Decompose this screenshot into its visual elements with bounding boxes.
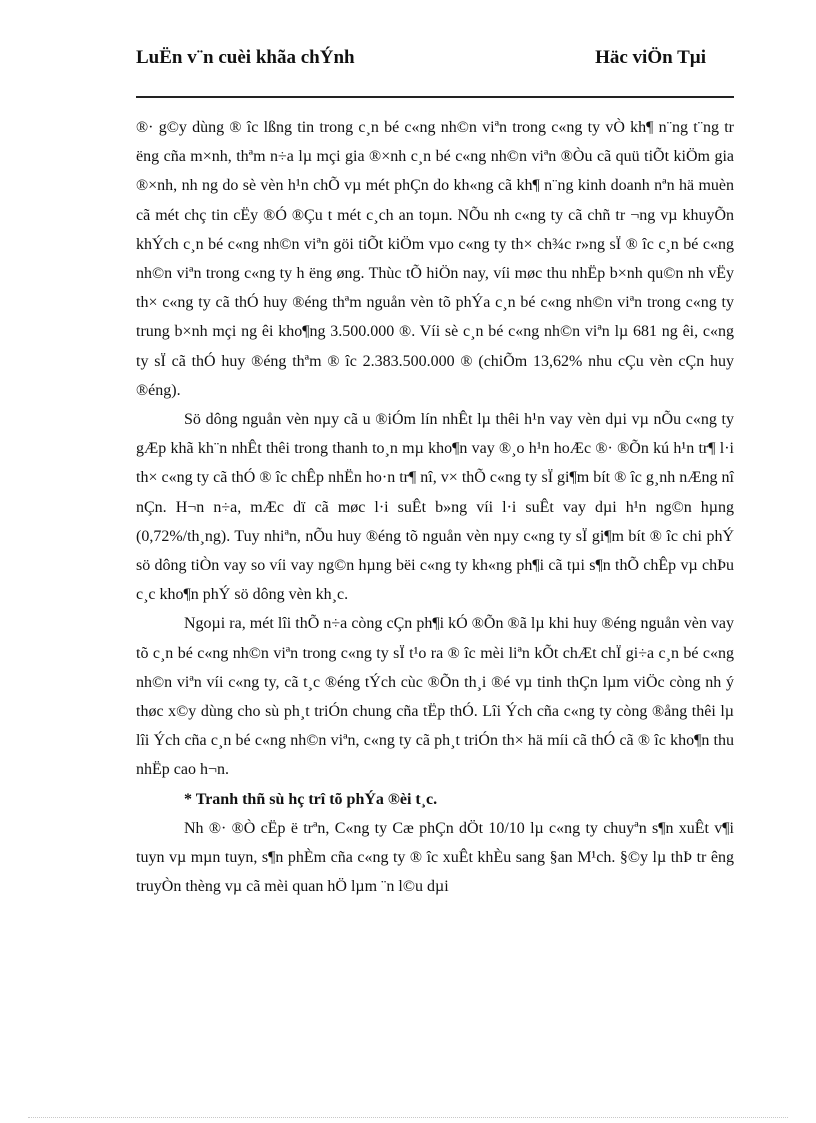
header-institution: Häc viÖn Tµi [595,47,706,68]
page-bottom-border [28,1117,788,1118]
body-paragraph-2: Sö dông nguån vèn nµy cã u ®iÓm lín nhÊt lµ thêi h¹n vay vèn dµi vµ nÕu c«ng ty gÆp khã kh¨n nhÊt thêi trong thanh to¸n mµ kho¶n vay ®¸o h¹n hoÆc ®· ®Õn kú h¹n tr¶ l·i th× c«ng ty cã thÓ ® îc chÊp nhËn ho·n tr¶ nî, v× thÕ c«ng ty sÏ gi¶m bít ® îc g¸nh nÆng nî nÇn. H¬n n÷a, mÆc dï cã møc l·i suÊt b»ng víi l·i suÊt vay dµi h¹n ng©n hµng (0,72%/th¸ng). Tuy nhiªn, nÕu huy ®éng tõ nguån vèn nµy c«ng ty sÏ gi¶m bít ® îc chi phÝ sö dông tiÒn vay so víi vay ng©n hµng bëi c«ng ty kh«ng ph¶i cã tµi s¶n thÕ chÊp vµ chÞu c¸c kho¶n phÝ sö dông vèn kh¸c. [136,411,734,604]
document-body [136,113,734,901]
header-thesis-title: LuËn v¨n cuèi khãa chÝnh [136,47,355,68]
section-heading: * Tranh thñ sù hç trî tõ phÝa ®èi t¸c. [184,790,438,808]
body-paragraph-4: Nh ®· ®Ò cËp ë trªn, C«ng ty Cæ phÇn dÖt 10/10 lµ c«ng ty chuyªn s¶n xuÊt v¶i tuyn vµ mµn tuyn, s¶n phÈm cña c«ng ty ® îc xuÊt khÈu sang §an M¹ch. §©y lµ thÞ tr êng truyÒn thèng vµ cã mèi quan hÖ lµm ¨n l©u dµi [136,819,734,896]
body-paragraph-1: ®· g©y dùng ® îc lßng tin trong c¸n bé c«ng nh©n viªn trong c«ng ty vÒ kh¶ n¨ng t¨ng tr ëng cña m×nh, thªm n÷a lµ mçi gia ®×nh c¸n bé c«ng nh©n viªn ®Òu cã quü tiÕt kiÖm gia ®×nh, nh ng do sè vèn h¹n chÕ vµ mét phÇn do kh«ng cã kh¶ n¨ng kinh doanh nªn hä muèn cã mét chç tin cËy ®Ó ®Çu t mét c¸ch an toµn. NÕu nh c«ng ty cã chñ tr ¬ng vµ khuyÕn khÝch c¸n bé c«ng nh©n viªn göi tiÕt kiÖm vµo c«ng ty th× ch¾c r»ng sÏ ® îc c¸n bé c«ng nh©n viªn trong c«ng ty h ëng øng. Thùc tÕ hiÖn nay, víi møc thu nhËp b×nh qu©n nh vËy th× c«ng ty cã thÓ huy ®éng thªm nguån vèn tõ phÝa c¸n bé c«ng nh©n viªn trong c«ng ty trung b×nh mçi ng êi kho¶ng 3.500.000 ®. Víi sè c¸n bé c«ng nh©n viªn lµ 681 ng êi, c«ng ty sÏ cã thÓ huy ®éng thªm ® îc 2.383.500.000 ® (chiÕm 13,62% nhu cÇu vèn cÇn huy ®éng). [136,119,734,399]
body-paragraph-3: Ngoµi ra, mét lîi thÕ n÷a còng cÇn ph¶i kÓ ®Õn ®ã lµ khi huy ®éng nguån vèn vay tõ c¸n bé c«ng nh©n viªn trong c«ng ty sÏ t¹o ra ® îc mèi liªn kÕt chÆt chÏ gi÷a c¸n bé c«ng nh©n viªn víi c«ng ty, cã t¸c ®éng tÝch cùc ®Õn th¸i ®é vµ tinh thÇn lµm viÖc còng nh ý thøc x©y dùng cho sù ph¸t triÓn chung cña tËp thÓ. Lîi Ých cña c«ng ty còng ®ång thêi lµ lîi Ých cña c¸n bé c«ng nh©n viªn, c«ng ty cã ph¸t triÓn th× hä míi cã thÓ cã ® îc kho¶n thu nhËp cao h¬n. [136,615,734,779]
page-header [136,46,734,98]
